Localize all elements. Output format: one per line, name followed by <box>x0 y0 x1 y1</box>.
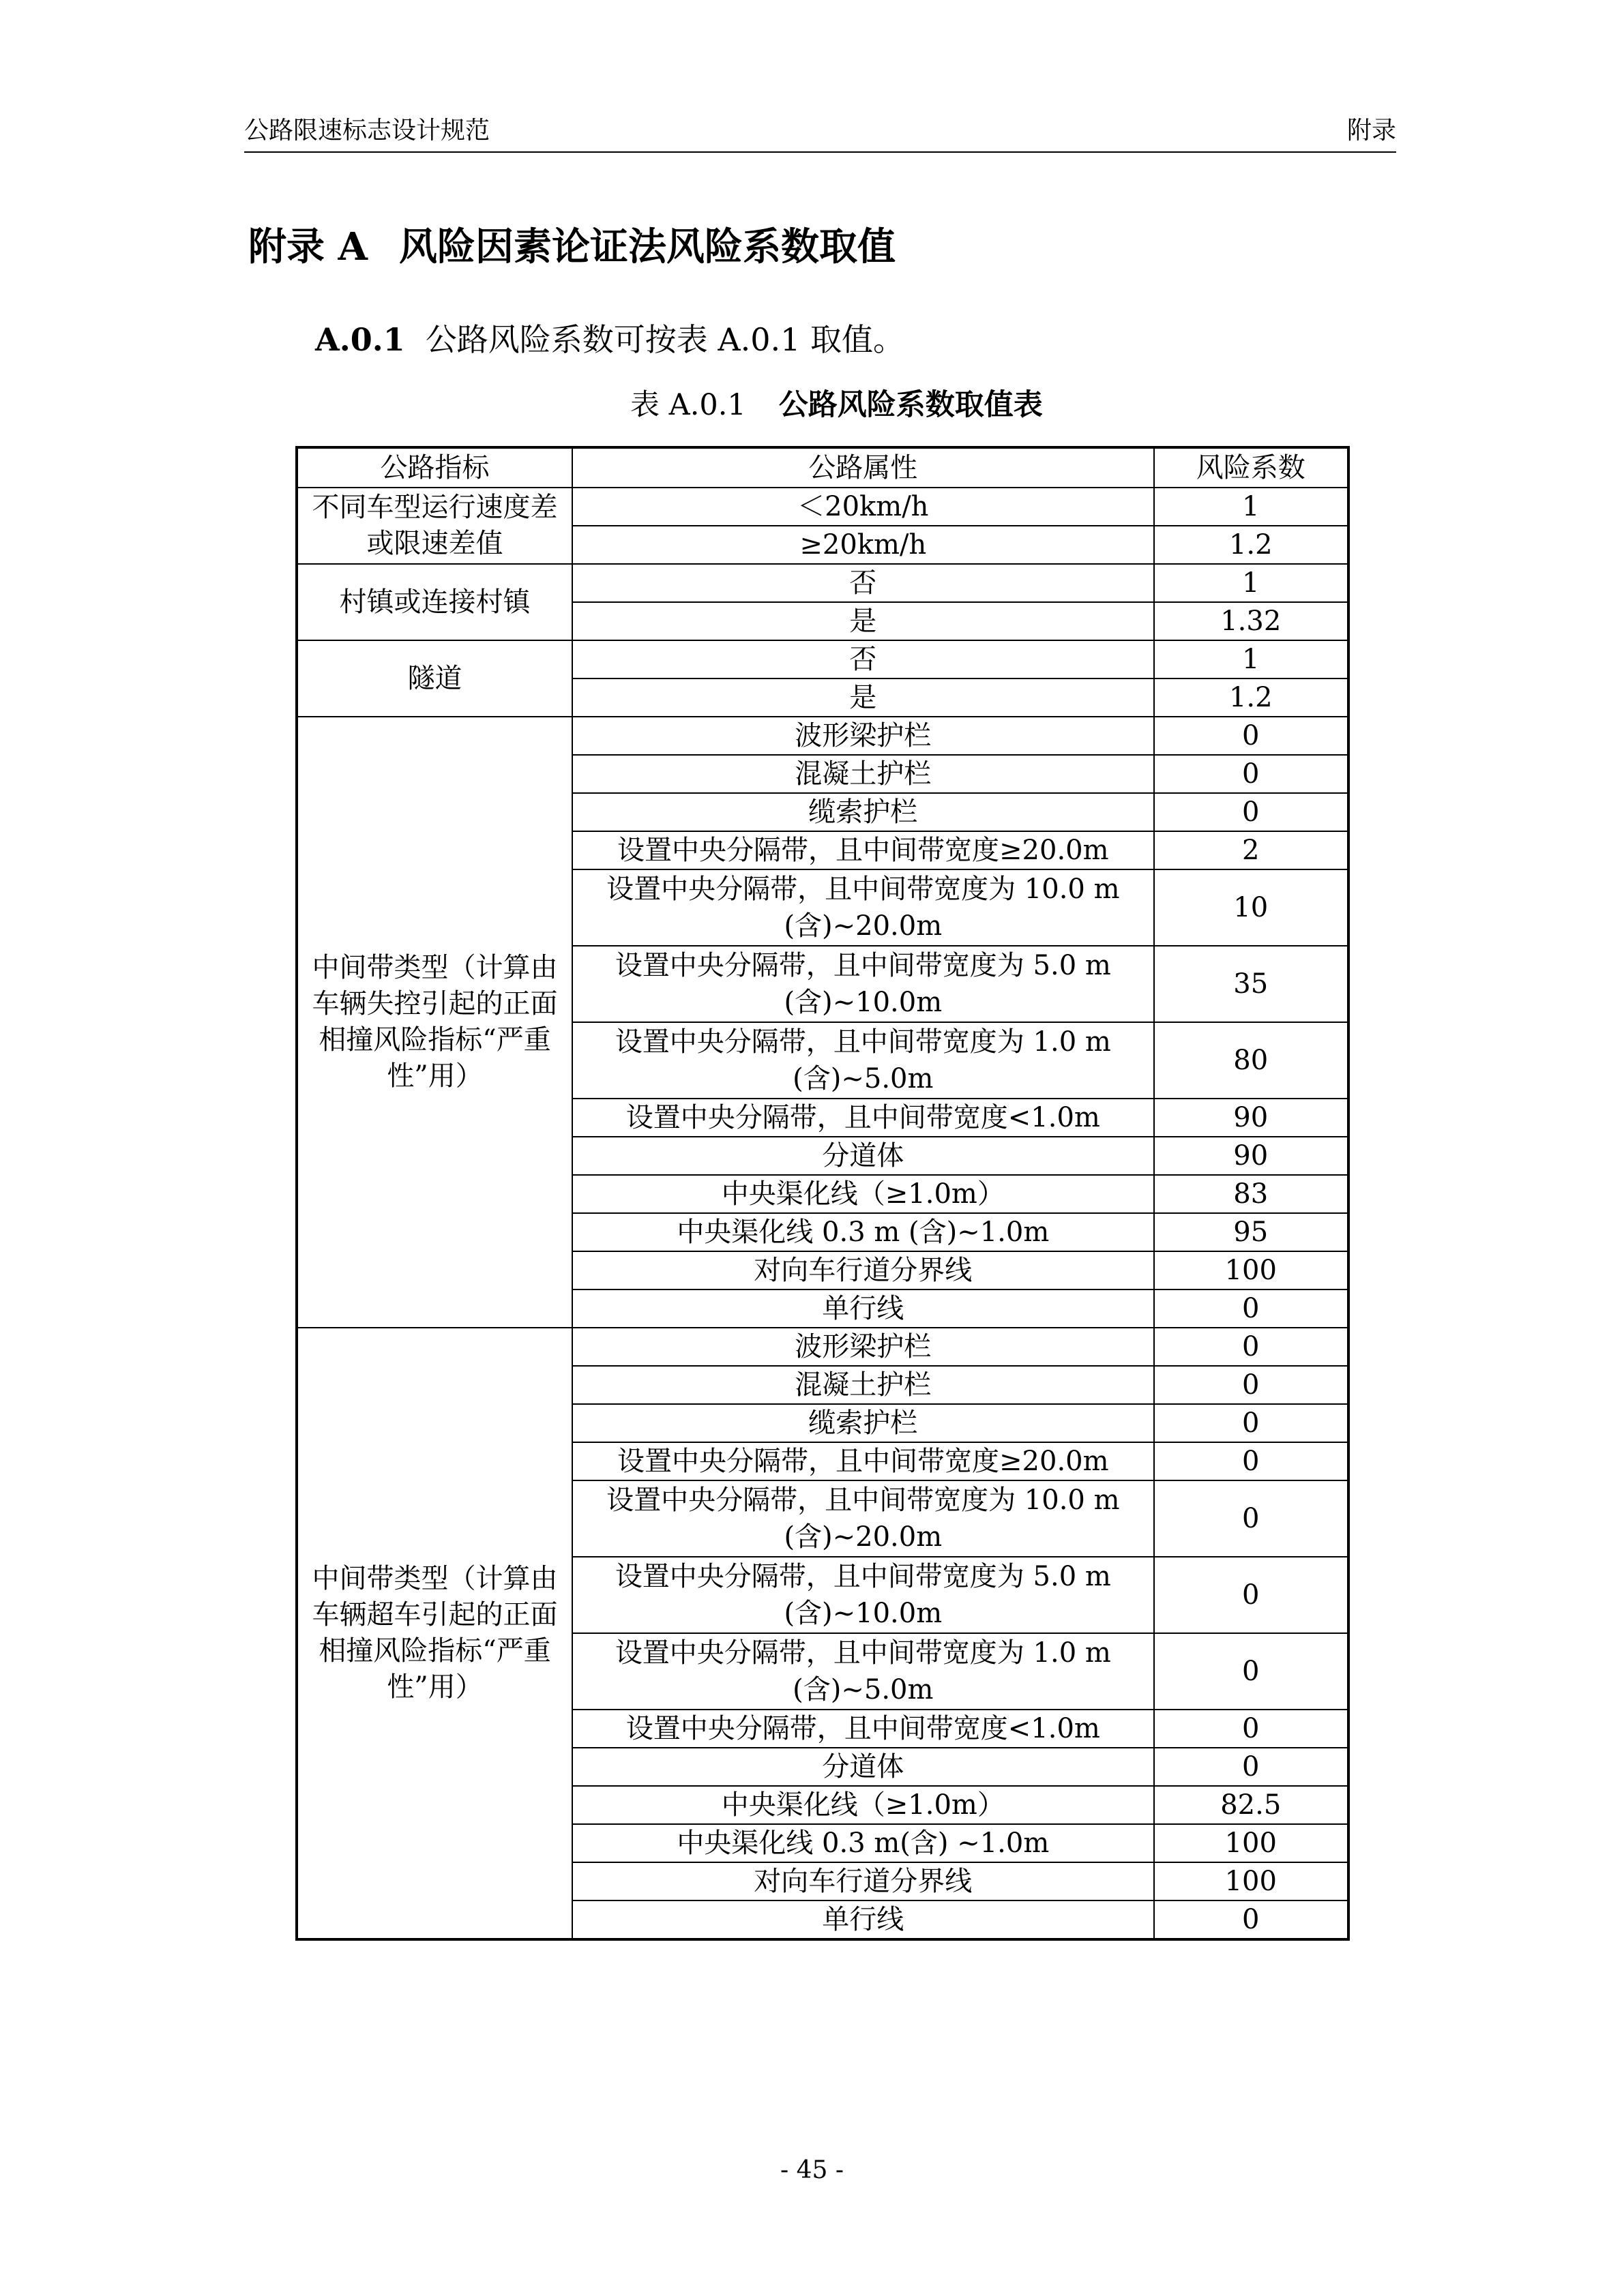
coefficient-cell: 1.2 <box>1154 526 1348 564</box>
indicator-cell: 中间带类型（计算由车辆超车引起的正面相撞风险指标“严重性”用） <box>297 1328 572 1939</box>
coefficient-cell: 35 <box>1154 946 1348 1022</box>
attribute-cell: 缆索护栏 <box>572 1404 1153 1442</box>
coefficient-cell: 95 <box>1154 1213 1348 1251</box>
coefficient-cell: 0 <box>1154 1442 1348 1480</box>
coefficient-cell: 80 <box>1154 1022 1348 1099</box>
table-caption-label: 表 A.0.1 <box>630 388 746 422</box>
risk-coefficient-table <box>295 446 1350 1941</box>
attribute-cell: 设置中央分隔带，且中间带宽度为 1.0 m (含)~5.0m <box>572 1633 1153 1710</box>
attribute-cell: 中央渠化线（≥1.0m） <box>572 1175 1153 1213</box>
appendix-label: 附录 A <box>248 224 368 269</box>
table-row <box>297 488 1348 526</box>
coefficient-cell: 0 <box>1154 1480 1348 1557</box>
attribute-cell: 缆索护栏 <box>572 793 1153 831</box>
coefficient-cell: 2 <box>1154 831 1348 869</box>
coefficient-cell: 0 <box>1154 717 1348 755</box>
coefficient-cell: 100 <box>1154 1862 1348 1900</box>
attribute-cell: 中央渠化线 0.3 m (含)~1.0m <box>572 1213 1153 1251</box>
header-document-title: 公路限速标志设计规范 <box>244 117 490 145</box>
attribute-cell: 是 <box>572 679 1153 717</box>
column-header-indicator: 公路指标 <box>297 447 572 488</box>
coefficient-cell: 90 <box>1154 1137 1348 1175</box>
indicator-cell: 隧道 <box>297 640 572 717</box>
clause-paragraph <box>315 315 904 360</box>
attribute-cell: ≥20km/h <box>572 526 1153 564</box>
indicator-cell: 村镇或连接村镇 <box>297 564 572 640</box>
indicator-cell: 中间带类型（计算由车辆失控引起的正面相撞风险指标“严重性”用） <box>297 717 572 1328</box>
table-row <box>297 717 1348 755</box>
attribute-cell: 混凝土护栏 <box>572 1366 1153 1404</box>
attribute-cell: 设置中央分隔带，且中间带宽度≥20.0m <box>572 1442 1153 1480</box>
coefficient-cell: 1 <box>1154 564 1348 602</box>
attribute-cell: 分道体 <box>572 1137 1153 1175</box>
attribute-cell: 单行线 <box>572 1900 1153 1939</box>
attribute-cell: 对向车行道分界线 <box>572 1862 1153 1900</box>
attribute-cell: 波形梁护栏 <box>572 717 1153 755</box>
coefficient-cell: 0 <box>1154 755 1348 793</box>
coefficient-cell: 100 <box>1154 1824 1348 1862</box>
attribute-cell: ＜20km/h <box>572 488 1153 526</box>
table-caption <box>630 382 1043 423</box>
attribute-cell: 中央渠化线 0.3 m(含) ~1.0m <box>572 1824 1153 1862</box>
attribute-cell: 设置中央分隔带，且中间带宽度<1.0m <box>572 1710 1153 1748</box>
coefficient-cell: 0 <box>1154 1900 1348 1939</box>
attribute-cell: 设置中央分隔带，且中间带宽度为 10.0 m (含)~20.0m <box>572 869 1153 946</box>
page-number: - 45 - <box>780 2156 844 2184</box>
attribute-cell: 设置中央分隔带，且中间带宽度为 10.0 m (含)~20.0m <box>572 1480 1153 1557</box>
attribute-cell: 中央渠化线（≥1.0m） <box>572 1786 1153 1824</box>
coefficient-cell: 83 <box>1154 1175 1348 1213</box>
coefficient-cell: 0 <box>1154 1328 1348 1366</box>
table-caption-text: 公路风险系数取值表 <box>778 388 1043 422</box>
attribute-cell: 设置中央分隔带，且中间带宽度为 1.0 m (含)~5.0m <box>572 1022 1153 1099</box>
coefficient-cell: 82.5 <box>1154 1786 1348 1824</box>
coefficient-cell: 0 <box>1154 1557 1348 1633</box>
clause-text: 公路风险系数可按表 A.0.1 取值。 <box>425 321 904 358</box>
clause-number: A.0.1 <box>315 321 405 358</box>
table-row <box>297 640 1348 679</box>
coefficient-cell: 1.2 <box>1154 679 1348 717</box>
attribute-cell: 对向车行道分界线 <box>572 1251 1153 1289</box>
coefficient-cell: 0 <box>1154 1289 1348 1328</box>
attribute-cell: 否 <box>572 640 1153 679</box>
attribute-cell: 波形梁护栏 <box>572 1328 1153 1366</box>
coefficient-cell: 10 <box>1154 869 1348 946</box>
header-section-name: 附录 <box>1346 117 1396 145</box>
indicator-cell: 不同车型运行速度差或限速差值 <box>297 488 572 564</box>
coefficient-cell: 1 <box>1154 640 1348 679</box>
coefficient-cell: 90 <box>1154 1099 1348 1137</box>
coefficient-cell: 100 <box>1154 1251 1348 1289</box>
appendix-title-text: 风险因素论证法风险系数取值 <box>398 224 896 269</box>
coefficient-cell: 0 <box>1154 1404 1348 1442</box>
column-header-coefficient: 风险系数 <box>1154 447 1348 488</box>
coefficient-cell: 0 <box>1154 1710 1348 1748</box>
attribute-cell: 是 <box>572 602 1153 640</box>
running-header <box>244 116 1396 153</box>
appendix-title <box>248 217 896 271</box>
table-header-row <box>297 447 1348 488</box>
coefficient-cell: 0 <box>1154 793 1348 831</box>
column-header-attribute: 公路属性 <box>572 447 1153 488</box>
coefficient-cell: 1.32 <box>1154 602 1348 640</box>
attribute-cell: 设置中央分隔带，且中间带宽度<1.0m <box>572 1099 1153 1137</box>
table-row <box>297 1328 1348 1366</box>
table-row <box>297 564 1348 602</box>
attribute-cell: 单行线 <box>572 1289 1153 1328</box>
attribute-cell: 混凝土护栏 <box>572 755 1153 793</box>
attribute-cell: 设置中央分隔带，且中间带宽度为 5.0 m (含)~10.0m <box>572 1557 1153 1633</box>
attribute-cell: 设置中央分隔带，且中间带宽度为 5.0 m (含)~10.0m <box>572 946 1153 1022</box>
attribute-cell: 分道体 <box>572 1748 1153 1786</box>
coefficient-cell: 0 <box>1154 1366 1348 1404</box>
coefficient-cell: 1 <box>1154 488 1348 526</box>
attribute-cell: 否 <box>572 564 1153 602</box>
coefficient-cell: 0 <box>1154 1633 1348 1710</box>
coefficient-cell: 0 <box>1154 1748 1348 1786</box>
attribute-cell: 设置中央分隔带，且中间带宽度≥20.0m <box>572 831 1153 869</box>
